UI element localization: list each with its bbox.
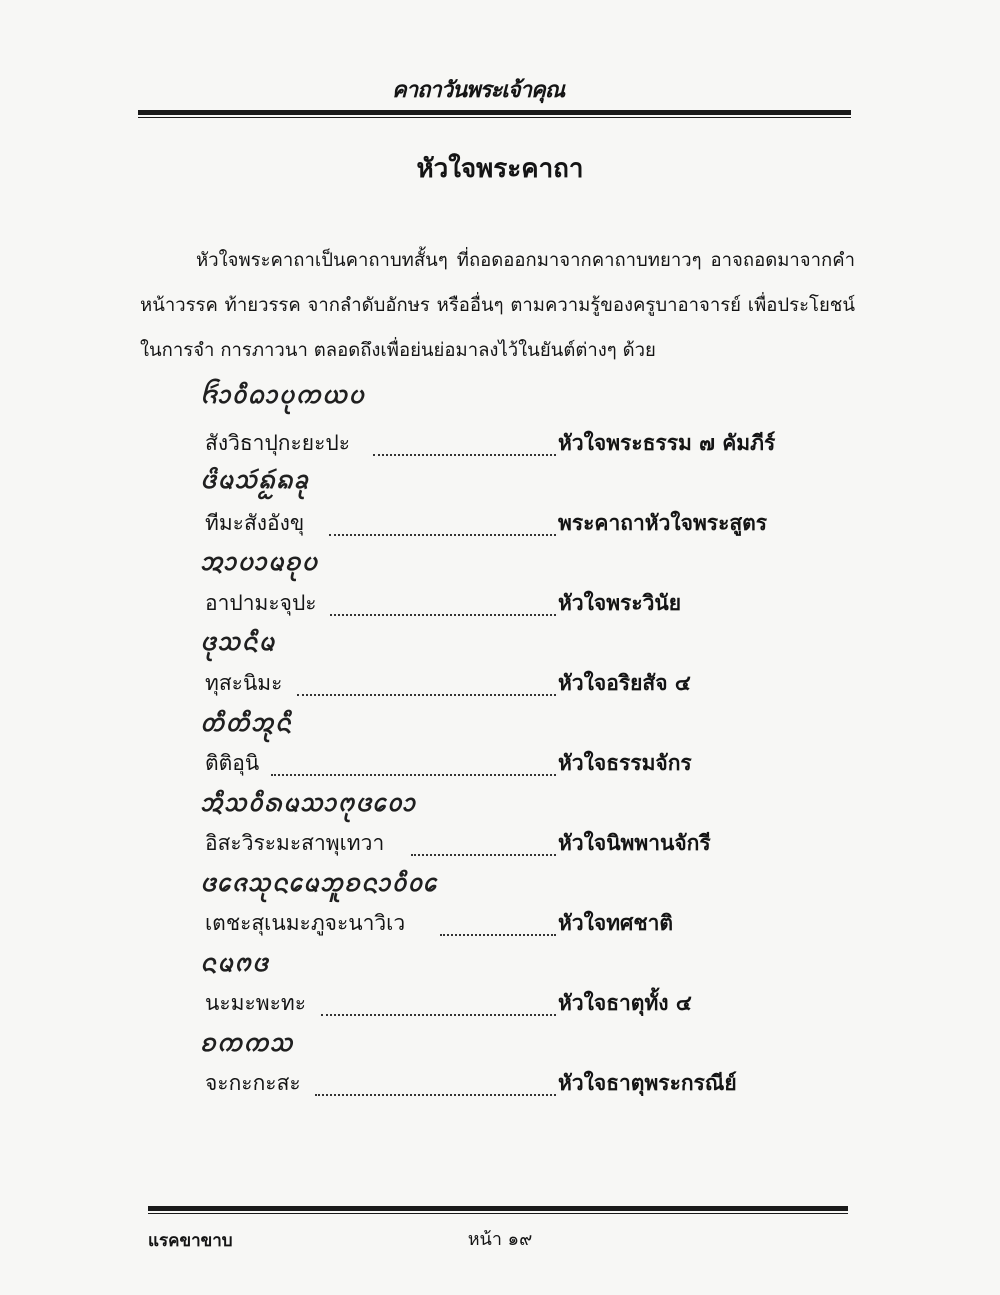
chant-meaning: หัวใจพระวินัย	[558, 591, 682, 615]
page-number: หน้า ๑๙	[467, 1229, 533, 1250]
footer-rule-thin	[148, 1213, 848, 1214]
chant-meaning: พระคาถาหัวใจพระสูตร	[558, 511, 768, 535]
chant-entry	[205, 428, 805, 464]
chant-text: เตชะสุเนมะภูจะนาวิเว	[205, 911, 406, 935]
header-rule-thin	[138, 117, 851, 118]
chant-text: ทุสะนิมะ	[205, 671, 283, 695]
ancient-script-line: ᨴᩮᨩᩈᩩᨶᩮᨾᨽᩪᨧᨶᩣᩅᩥᩅᩮ	[200, 868, 438, 897]
footer-rule-thick	[148, 1206, 848, 1211]
chant-entry	[205, 908, 805, 944]
chant-entry	[205, 508, 805, 544]
chant-text: ทีมะสังอังขุ	[205, 511, 305, 535]
dot-leader	[315, 1094, 556, 1096]
chant-meaning: หัวใจนิพพานจักรี	[558, 831, 711, 855]
ancient-script-line: ᨲᩥᨲᩥᩋᩩᨶᩥ	[200, 708, 292, 737]
header-rule-thick	[138, 110, 851, 115]
chant-text: อาปามะจุปะ	[205, 591, 317, 615]
chant-meaning: หัวใจธาตุทั้ง ๔	[558, 991, 692, 1015]
chant-text: สังวิธาปุกะยะปะ	[205, 431, 350, 455]
ancient-script-line: ᨶᨾᨻᨴ	[200, 948, 270, 977]
chant-meaning: หัวใจพระธรรม ๗ คัมภีร์	[558, 431, 776, 455]
dot-leader	[329, 534, 556, 536]
chant-text: อิสะวิระมะสาพุเทวา	[205, 831, 385, 855]
running-header-title: คาถาวันพระเจ้าคุณ	[392, 78, 565, 103]
chant-meaning: หัวใจอริยสัจ ๔	[558, 671, 691, 695]
chant-entry	[205, 668, 805, 704]
chant-entry	[205, 1068, 805, 1104]
chant-meaning: หัวใจธาตุพระกรณีย์	[558, 1071, 737, 1095]
ancient-script-line: ᨧᨠᨠᩈ	[200, 1028, 294, 1057]
footer-publisher-mark: แรคขาขาบ	[148, 1231, 233, 1251]
ancient-script-line: ᨪᩢᩣᩅᩥᨵᩣᨷᩩᨠᨿᨷ	[200, 380, 366, 409]
ancient-script-line: ᨴᩦᨾᩈᩢᨦᩬᩢᨦᨡᩩ	[200, 465, 310, 494]
dot-leader	[440, 934, 556, 936]
chant-meaning: หัวใจทศชาติ	[558, 911, 674, 935]
dot-leader	[330, 614, 556, 616]
dot-leader	[321, 1014, 556, 1016]
dot-leader	[411, 854, 556, 856]
chant-text: จะกะกะสะ	[205, 1071, 301, 1095]
ancient-script-line: ᩋᩣᨷᩣᨾᨧᩩᨷ	[200, 547, 319, 576]
chant-entry	[205, 588, 805, 624]
chant-entry	[205, 748, 805, 784]
dot-leader	[271, 774, 556, 776]
chant-entry	[205, 828, 805, 864]
page-heading: หัวใจพระคาถา	[416, 154, 584, 184]
ancient-script-line: ᨴᩩᩈᨶᩥᨾ	[200, 627, 276, 656]
chant-meaning: หัวใจธรรมจักร	[558, 751, 692, 775]
intro-paragraph: หัวใจพระคาถาเป็นคาถาบทสั้นๆ ที่ถอดออกมาจากคาถาบทยาวๆ อาจถอดมาจากคำหน้าวรรค ท้ายวรรค จากลำดับอักษร หรืออื่นๆ ตามความรู้ของครูบาอาจารย์ เพื่อประโยชน์ในการจำ การภาวนา ตลอดถึงเพื่อย่นย่อมาลงไว้ในยันต์ต่างๆ ด้วย	[140, 250, 855, 361]
chant-text: ติติอุนิ	[205, 751, 260, 775]
dot-leader	[373, 454, 556, 456]
chant-entry	[205, 988, 805, 1024]
chant-text: นะมะพะทะ	[205, 991, 307, 1015]
dot-leader	[297, 694, 556, 696]
ancient-script-line: ᩋᩥᩈᩅᩥᩁᨾᩈᩣᨻᩩᨴᩮᩅᩣ	[200, 788, 417, 817]
